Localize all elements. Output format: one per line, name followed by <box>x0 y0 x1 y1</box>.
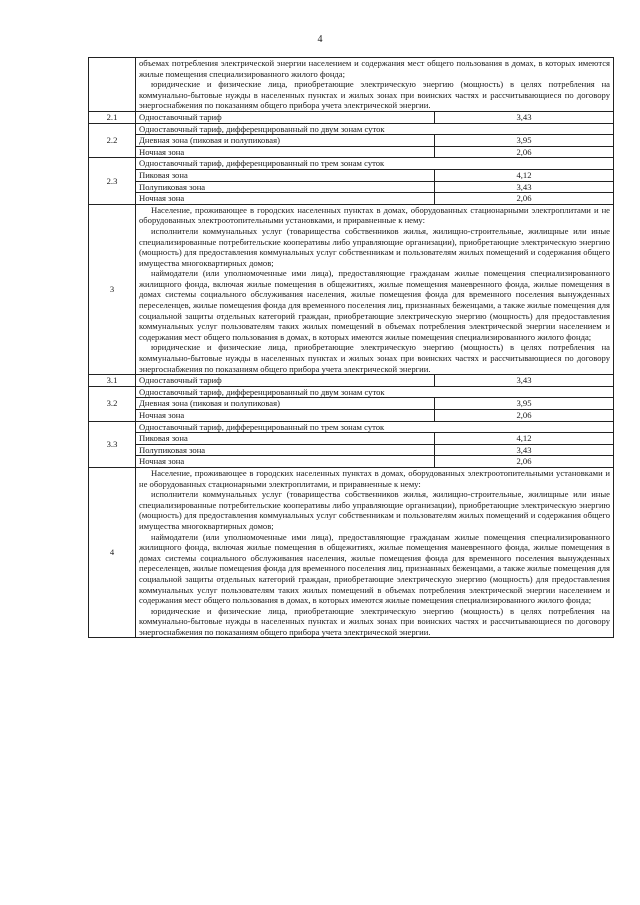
tariff-value: 2,06 <box>435 146 614 158</box>
tariff-label: Ночная зона <box>136 456 435 468</box>
table-row <box>89 375 614 387</box>
description-cell <box>136 204 614 375</box>
row-number: 3.2 <box>89 386 136 421</box>
tariff-label: Дневная зона (пиковая и полупиковая) <box>136 398 435 410</box>
table-row <box>89 169 614 181</box>
tariff-heading: Одноставочный тариф, дифференцированный по трем зонам суток <box>136 158 614 170</box>
table-row <box>89 123 614 135</box>
description-paragraph: объемах потребления электрической энергии населением и содержания мест общего пользования в домах, в которых имеются жилые помещения специализированного жилого фонда; <box>139 58 610 79</box>
tariff-value: 4,12 <box>435 169 614 181</box>
table-row <box>89 111 614 123</box>
table-row <box>89 433 614 445</box>
description-paragraph: Население, проживающее в городских населенных пунктах в домах, оборудованных электроотопительными установками и не оборудованных стационарными электроплитами, и приравненные к нему: <box>139 467 610 489</box>
table-row <box>89 135 614 147</box>
number-cell <box>89 58 136 112</box>
description-paragraph: Население, проживающее в городских населенных пунктах в домах, оборудованных стационарными электроплитами и не оборудованных электроотопительными установками, и приравненные к нему: <box>139 204 610 226</box>
tariff-label: Ночная зона <box>136 193 435 205</box>
tariff-label: Полупиковая зона <box>136 181 435 193</box>
tariff-label: Пиковая зона <box>136 433 435 445</box>
table-row <box>89 58 614 112</box>
tariff-value: 2,06 <box>435 193 614 205</box>
description-paragraph: наймодатели (или уполномоченные ими лица), предоставляющие гражданам жилые помещения специализированного жилищного фонда, включая жилые помещения в общежитиях, жилые помещения маневренного фонда, жилые помещения в домах системы социального обслуживания населения, жилые помещения фонда для временного поселения вынужденных переселенцев, жилые помещения фонда для временного поселения лиц, признанных беженцами, а также жилые помещения для социальной защиты отдельных категорий граждан, приобретающие электрическую энергию (мощность) для предоставления коммунальных услуг пользователям таких жилых помещений в объемах потребления электрической энергии населением и содержания мест общего пользования в домах, в которых имеются жилые помещения специализированного жилого фонда; <box>139 268 610 342</box>
tariff-value: 3,43 <box>435 375 614 387</box>
tariff-heading: Одноставочный тариф, дифференцированный по двум зонам суток <box>136 123 614 135</box>
description-cell <box>136 58 614 112</box>
table-row <box>89 204 614 375</box>
tariff-label: Одноставочный тариф <box>136 111 435 123</box>
tariff-value: 4,12 <box>435 433 614 445</box>
description-paragraph: исполнители коммунальных услуг (товарищества собственников жилья, жилищно-строительные, жилищные или иные специализированные потребительские кооперативы либо управляющие организации), приобретающие электрическую энергию (мощность) для предоставления коммунальных услуг собственникам и пользователям жилых помещений и содержания общего имущества многоквартирных домов; <box>139 489 610 531</box>
page-number: 4 <box>317 34 323 45</box>
row-number: 2.3 <box>89 158 136 204</box>
tariff-value: 3,95 <box>435 398 614 410</box>
table-row <box>89 421 614 433</box>
tariff-value: 2,06 <box>435 410 614 422</box>
row-number: 3 <box>89 204 136 375</box>
description-paragraph: юридические и физические лица, приобретающие электрическую энергию (мощность) в целях потребления на коммунально-бытовые нужды в населенных пунктах и жилых зонах при воинских частях и рассчитывающиеся по договору энергоснабжения по показаниям общего прибора учета электрической энергии. <box>139 342 610 374</box>
tariff-value: 3,95 <box>435 135 614 147</box>
tariff-label: Дневная зона (пиковая и полупиковая) <box>136 135 435 147</box>
row-number: 2.2 <box>89 123 136 158</box>
tariff-value: 3,43 <box>435 111 614 123</box>
table-row <box>89 193 614 205</box>
table-row <box>89 386 614 398</box>
tariff-value: 2,06 <box>435 456 614 468</box>
row-number: 2.1 <box>89 111 136 123</box>
description-paragraph: юридические и физические лица, приобретающие электрическую энергию (мощность) в целях потребления на коммунально-бытовые нужды в населенных пунктах и жилых зонах при воинских частях и рассчитывающиеся по договору энергоснабжения по показаниям общего прибора учета электрической энергии. <box>139 605 610 637</box>
description-cell <box>136 467 614 638</box>
description-paragraph: наймодатели (или уполномоченные ими лица), предоставляющие гражданам жилые помещения специализированного жилищного фонда, включая жилые помещения в общежитиях, жилые помещения маневренного фонда, жилые помещения в домах системы социального обслуживания населения, жилые помещения фонда для временного поселения вынужденных переселенцев, жилые помещения фонда для временного поселения лиц, признанных беженцами, а также жилые помещения для социальной защиты отдельных категорий граждан, приобретающие электрическую энергию (мощность) для предоставления коммунальных услуг пользователям таких жилых помещений в объемах потребления электрической энергии населением и содержания мест общего пользования в домах, в которых имеются жилые помещения специализированного жилого фонда; <box>139 531 610 606</box>
table-row <box>89 467 614 638</box>
description-paragraph: исполнители коммунальных услуг (товарищества собственников жилья, жилищно-строительные, жилищные или иные специализированные потребительские кооперативы либо управляющие организации), приобретающие электрическую энергию (мощность) для предоставления коммунальных услуг собственникам и пользователям жилых помещений и содержания общего имущества многоквартирных домов; <box>139 225 610 268</box>
table-row <box>89 158 614 170</box>
tariff-label: Пиковая зона <box>136 169 435 181</box>
table-row <box>89 398 614 410</box>
tariff-label: Ночная зона <box>136 410 435 422</box>
table-row <box>89 410 614 422</box>
description-paragraph: юридические и физические лица, приобретающие электрическую энергию (мощность) в целях потребления на коммунально-бытовые нужды в населенных пунктах и жилых зонах при воинских частях и рассчитывающиеся по договору энергоснабжения по показаниям общего прибора учета электрической энергии. <box>139 79 610 111</box>
table-row <box>89 181 614 193</box>
table-row <box>89 456 614 468</box>
tariff-label: Полупиковая зона <box>136 444 435 456</box>
tariff-value: 3,43 <box>435 444 614 456</box>
row-number: 4 <box>89 467 136 638</box>
tariff-table <box>88 57 614 638</box>
tariff-label: Ночная зона <box>136 146 435 158</box>
tariff-label: Одноставочный тариф <box>136 375 435 387</box>
tariff-heading: Одноставочный тариф, дифференцированный по трем зонам суток <box>136 421 614 433</box>
row-number: 3.1 <box>89 375 136 387</box>
table-row <box>89 146 614 158</box>
tariff-value: 3,43 <box>435 181 614 193</box>
tariff-heading: Одноставочный тариф, дифференцированный по двум зонам суток <box>136 386 614 398</box>
table-row <box>89 444 614 456</box>
row-number: 3.3 <box>89 421 136 467</box>
